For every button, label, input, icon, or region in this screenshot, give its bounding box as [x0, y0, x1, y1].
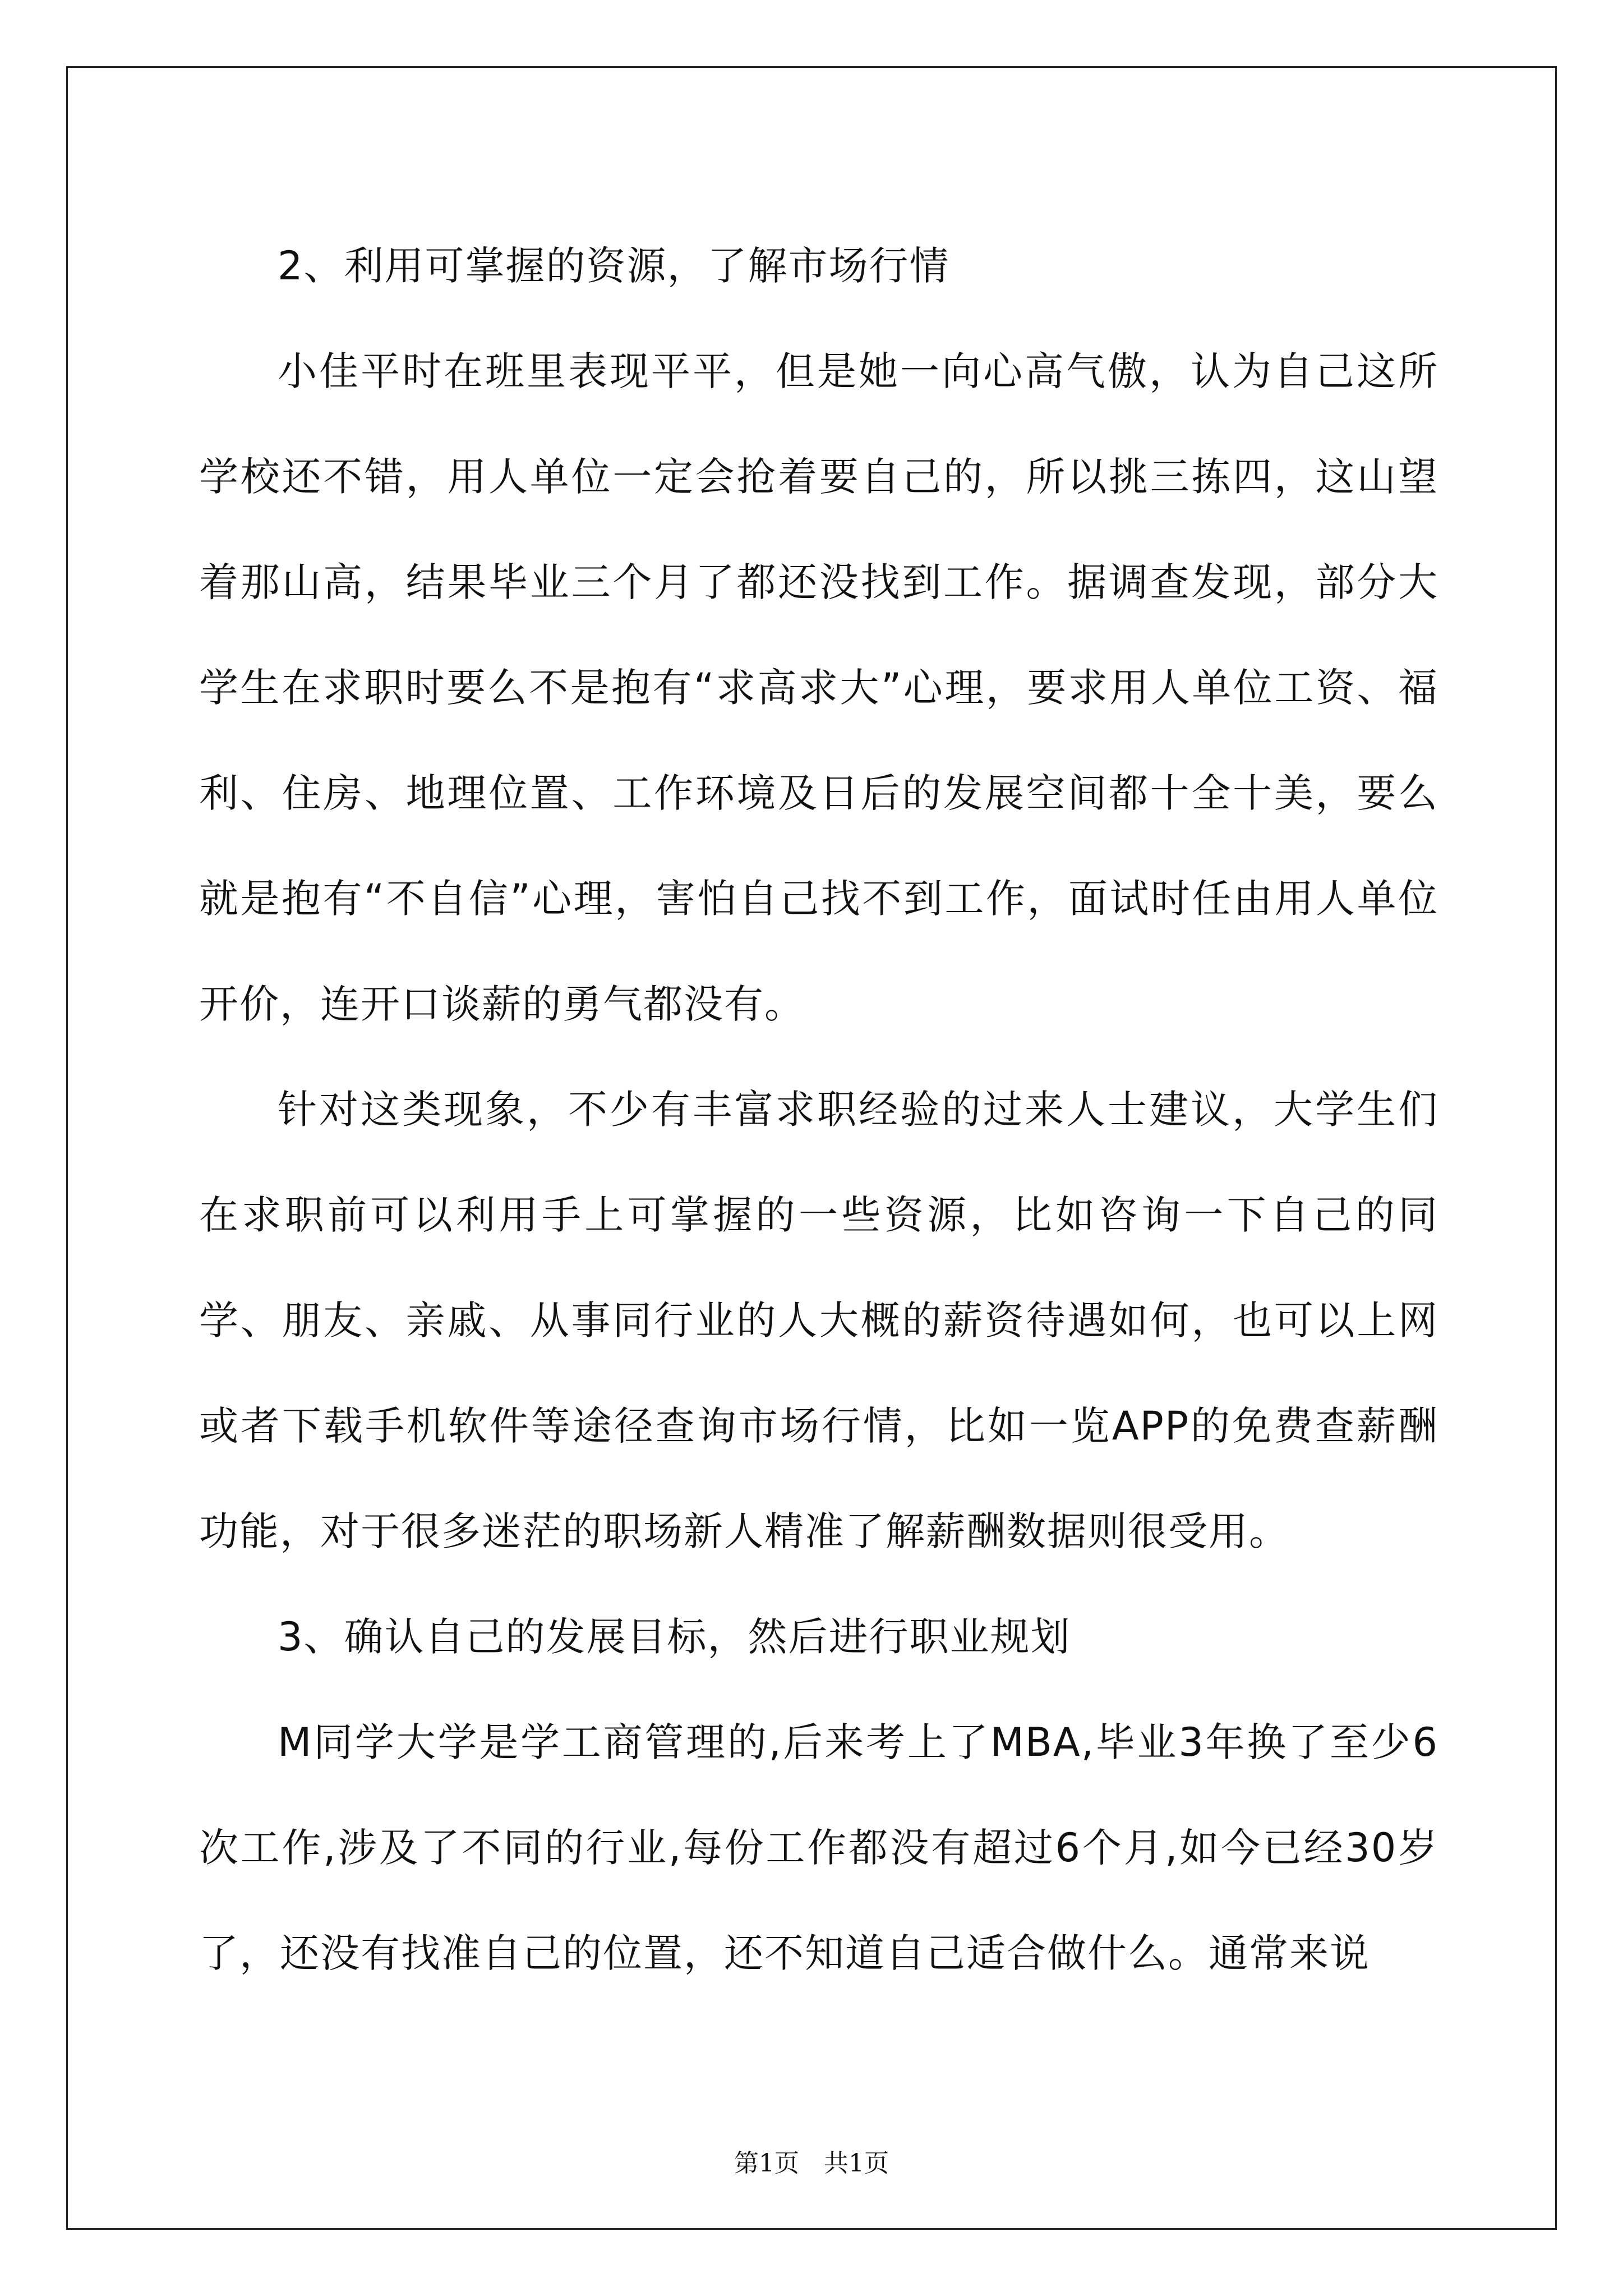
page-footer: 第1页 共1页 — [734, 2149, 889, 2178]
body-paragraph: M同学大学是学工商管理的,后来考上了MBA,毕业3年换了至少6次工作,涉及了不同的行业,每份工作都没有超过6个月,如今已经30岁了，还没有找准自己的位置，还不知道自己适合做什么。通常来说 — [199, 1719, 1438, 1976]
body-paragraph: 小佳平时在班里表现平平，但是她一向心高气傲，认为自己这所学校还不错，用人单位一定会抢着要自己的，所以挑三拣四，这山望着那山高，结果毕业三个月了都还没找到工作。据调查发现，部分大学生在求职时要么不是抱有“求高求大”心理，要求用人单位工资、福利、住房、地理位置、工作环境及日后的发展空间都十全十美，要么就是抱有“不自信”心理，害怕自己找不到工作，面试时任由用人单位开价，连开口谈薪的勇气都没有。 — [199, 348, 1438, 1027]
section-heading: 2、利用可掌握的资源，了解市场行情 — [278, 243, 950, 289]
body-paragraph: 针对这类现象，不少有丰富求职经验的过来人士建议，大学生们在求职前可以利用手上可掌握的一些资源，比如咨询一下自己的同学、朋友、亲戚、从事同行业的人大概的薪资待遇如何，也可以上网或者下载手机软件等途径查询市场行情，比如一览APP的免费查薪酬功能，对于很多迷茫的职场新人精准了解薪酬数据则很受用。 — [199, 1087, 1438, 1554]
section-heading: 3、确认自己的发展目标，然后进行职业规划 — [278, 1614, 1071, 1660]
document-body — [199, 213, 1438, 2006]
